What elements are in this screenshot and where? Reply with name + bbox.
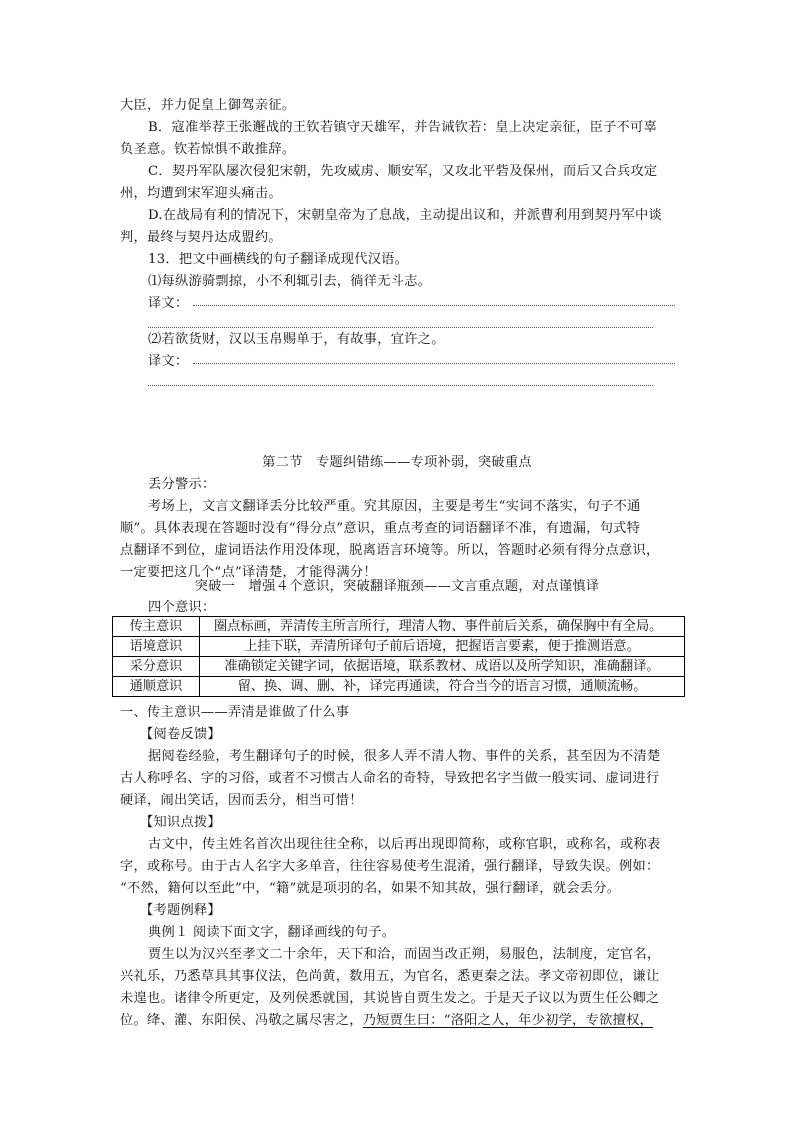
- table-row: [113, 657, 685, 677]
- sentence-2: ⑵若欲货财，汉以玉帛赐单于，有故事，宜许之。: [148, 332, 445, 347]
- table-row: [113, 637, 685, 657]
- option-c-line2: 州，均遭到宋军迎头痛击。: [120, 186, 282, 201]
- intent-name: 语境意识: [113, 637, 200, 657]
- breakthrough-heading: 突破一 增强４个意识，突破翻译瓶颈——文言重点题，对点谨慎译: [194, 579, 600, 594]
- tips-label: 【知识点拨】: [140, 815, 221, 830]
- example-passage-plain: 位。绛、灌、东阳侯、冯敬之属尽害之，: [120, 1013, 363, 1028]
- section-title: 第二节 专题纠错练——专项补弱，突破重点: [262, 455, 532, 470]
- intent-name: 采分意识: [113, 657, 200, 677]
- feedback-paragraph: 据阅卷经验，考生翻译句子的时候，很多人弄不清人物、事件的关系，甚至因为不清楚: [148, 749, 661, 764]
- intent-name: 通顺意识: [113, 677, 200, 697]
- example-passage: 兴礼乐，乃悉草具其事仪法，色尚黄，数用五，为官名，悉更秦之法。孝文帝初即位，谦让: [120, 969, 660, 984]
- feedback-paragraph: 硬译，闹出笑话，因而丢分，相当可惜！: [120, 793, 363, 808]
- example-intro: 典例１ 阅读下面文字，翻译画线的句子。: [148, 925, 396, 940]
- question-13: 13．把文中画横线的句子翻译成现代汉语。: [148, 252, 409, 267]
- option-b-line1: B．寇准举荐王张邂战的王钦若镇守天雄军，并告诫钦若：皇上决定亲征，臣子不可辜: [148, 120, 658, 135]
- example-label: 【考题例释】: [140, 903, 221, 918]
- tips-paragraph: “不然，籍何以至此”中，“籍”就是项羽的名，如果不知其故，强行翻译，就会丢分。: [120, 881, 621, 896]
- underlined-sentence: 乃短贾生曰：“洛阳之人，年少初学，专欲擅权，: [362, 1013, 654, 1028]
- table-row: [113, 677, 685, 697]
- four-intents-table: [112, 616, 685, 697]
- answer-line: [148, 385, 653, 386]
- intent-desc: 上挂下联，弄清所译句子前后语境，把握语言要素，便于推测语意。: [200, 637, 685, 657]
- intent-desc: 准确锁定关键字词，依据语境，联系教材、成语以及所学知识，准确翻译。: [200, 657, 685, 677]
- answer-line: [148, 327, 653, 328]
- translation-label-1: 译文：: [148, 296, 189, 311]
- four-intents-label: 四个意识：: [148, 600, 216, 615]
- sentence-1: ⑴每纵游骑剽掠，小不利辄引去，徜徉无斗志。: [148, 274, 432, 289]
- warning-label: 丢分警示：: [148, 477, 216, 492]
- option-b-line2: 负圣意。钦若惊惧不敢推辞。: [120, 142, 296, 157]
- option-c-line1: C．契丹军队屡次侵犯宋朝，先攻威虏、顺安军，又攻北平砦及保州，而后又合兵攻定: [148, 164, 658, 179]
- option-d-line1: D.在战局有利的情况下，宋朝皇帝为了息战，主动提出议和，并派曹利用到契丹军中谈: [148, 208, 662, 223]
- warning-paragraph: 点翻译不到位，虚词语法作用没体现，脱离语言环境等。所以，答题时必须有得分点意识，: [120, 543, 660, 558]
- example-passage: 贾生以为汉兴至孝文二十余年，天下和洽，而固当改正朔，易服色，法制度，定官名，: [148, 947, 661, 962]
- feedback-paragraph: 古人称呼名、字的习俗，或者不习惯古人命名的奇特，导致把名字当做一般实词、虚词进行: [120, 771, 660, 786]
- intent-name: 传主意识: [113, 617, 200, 637]
- example-passage: 未遑也。诸律令所更定，及列侯悉就国，其说皆自贾生发之。于是天子议以为贾生任公卿之: [120, 991, 660, 1006]
- answer-line: [193, 305, 675, 306]
- answer-line: [193, 363, 675, 364]
- feedback-label: 【阅卷反馈】: [140, 727, 221, 742]
- option-a-tail: 大臣，并力促皇上御驾亲征。: [120, 98, 296, 113]
- tips-paragraph: 字，或称号。由于古人名字大多单音，往往容易使考生混淆，强行翻译，导致失误。例如：: [120, 859, 660, 874]
- part1-heading: 一、传主意识——弄清是谁做了什么事: [120, 705, 350, 720]
- warning-paragraph: 一定要把这几个“点”译清楚，才能得满分！: [120, 565, 377, 580]
- warning-paragraph: 顺”。具体表现在答题时没有“得分点”意识，重点考查的词语翻译不准，有遗漏，句式特: [120, 521, 641, 536]
- intent-desc: 留、换、调、删、补，译完再通读，符合当今的语言习惯，通顺流畅。: [200, 677, 685, 697]
- example-passage-last: [120, 1010, 653, 1032]
- translation-label-2: 译文：: [148, 354, 189, 369]
- warning-paragraph: 考场上，文言文翻译丢分比较严重。究其原因，主要是考生“实词不落实，句子不通: [148, 499, 641, 514]
- tips-paragraph: 古文中，传主姓名首次出现往往全称，以后再出现即简称，或称官职，或称名，或称表: [148, 837, 661, 852]
- table-row: [113, 617, 685, 637]
- option-d-line2: 判，最终与契丹达成盟约。: [120, 230, 282, 245]
- intent-desc: 圈点标画，弄清传主所言所行，理清人物、事件前后关系，确保胸中有全局。: [200, 617, 685, 637]
